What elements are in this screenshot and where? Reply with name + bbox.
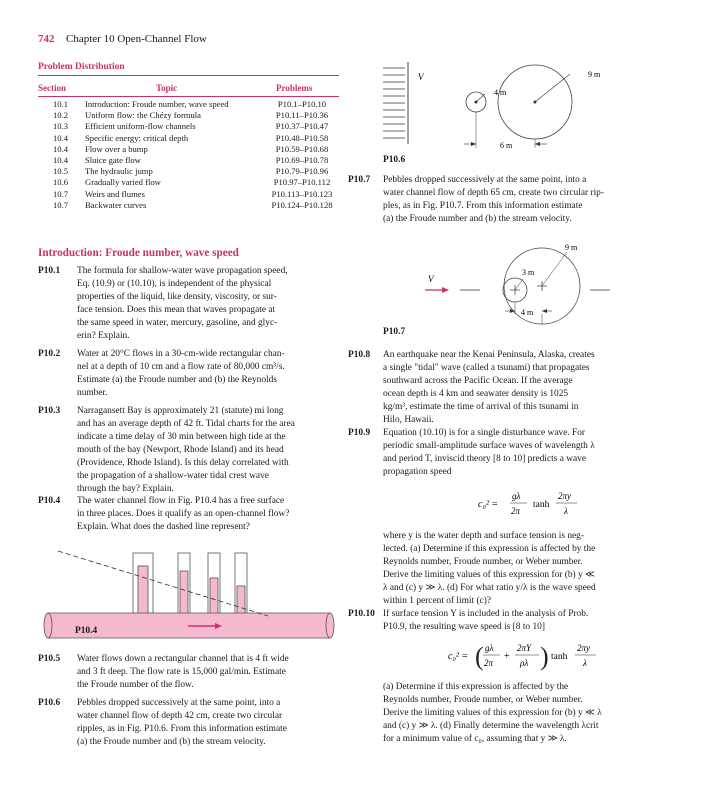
problem-text-line: Reynolds number, Froude number, or Weber number. bbox=[383, 695, 583, 705]
figure-p10-6 bbox=[375, 60, 615, 158]
col-header-problems: Problems bbox=[276, 83, 313, 93]
pipe-end-left bbox=[44, 613, 52, 638]
cell-problems: P10.11–P10.36 bbox=[275, 110, 329, 121]
tube-2-water bbox=[180, 571, 188, 616]
cell-section: 10.6 bbox=[52, 177, 69, 188]
problem-text-line: Derive the limiting values of this expression for (b) y ≪ bbox=[383, 570, 595, 580]
distribution-table bbox=[38, 99, 339, 211]
problem-text-line: the propagation of a shallow-water tidal crest wave bbox=[77, 471, 269, 481]
table-row bbox=[38, 166, 339, 177]
svg-text:): ) bbox=[540, 642, 549, 671]
cell-problems: P10.37–P10.47 bbox=[275, 121, 329, 132]
problem-text-line: Pebbles dropped successively at the same point, into a bbox=[77, 698, 281, 708]
fig106-v-label: V bbox=[418, 72, 424, 82]
problem-text-line: If surface tension Y is included in the analysis of Prob. bbox=[383, 609, 589, 619]
problem-text-line: Reynolds number, Froude number, or Weber number. bbox=[383, 557, 583, 567]
table-top-rule bbox=[38, 75, 339, 76]
problem-text-line: for a minimum value of c₀, assuming that y ≫ λ. bbox=[383, 734, 567, 744]
problem-text-line: kg/m³, estimate the time of arrival of this tsunami in bbox=[383, 402, 579, 412]
cell-section: 10.7 bbox=[52, 188, 69, 199]
problem-text-line: erin? Explain. bbox=[77, 331, 130, 341]
cell-problems: P10.97–P10.112 bbox=[273, 177, 331, 188]
cell-problems: P10.69–P10.78 bbox=[275, 155, 329, 166]
eq2-lhs: c₀² = bbox=[448, 651, 469, 662]
cell-problems: P10.113–P10.123 bbox=[271, 188, 333, 199]
problem-text-line: (Providence, Rhode Island). Is this delay correlated with bbox=[77, 458, 289, 468]
section-heading: Introduction: Froude number, wave speed bbox=[38, 247, 239, 259]
pipe-end-right bbox=[326, 613, 334, 638]
problem-text-line: the same speed in water, mercury, gasoline, and glyc- bbox=[77, 318, 278, 328]
problem-label: P10.2 bbox=[38, 349, 61, 359]
problem-label: P10.3 bbox=[38, 406, 61, 416]
problem-text-line: face tension. Does this mean that waves propagate at bbox=[77, 305, 276, 315]
running-header: Chapter 10 Open-Channel Flow bbox=[66, 33, 207, 45]
dashed-line bbox=[58, 551, 268, 616]
problem-text-line: Derive the limiting values of this expression for (b) y ≪ λ bbox=[383, 708, 602, 718]
eq2-d1: 2π bbox=[484, 658, 494, 668]
problem-label: P10.1 bbox=[38, 266, 61, 276]
problem-text-line: P10.9, the resulting wave speed is [8 to 10] bbox=[383, 622, 545, 632]
problem-text-line: Pebbles dropped successively at the same point, into a bbox=[383, 175, 587, 185]
problem-label: P10.5 bbox=[38, 654, 61, 664]
problem-label: P10.10 bbox=[348, 609, 375, 619]
problem-label: P10.7 bbox=[348, 175, 371, 185]
cell-section: 10.4 bbox=[52, 132, 69, 143]
problem-text-line: and period T, inviscid theory [8 to 10] predicts a wave bbox=[383, 454, 586, 464]
figure-p10-4-label: P10.4 bbox=[75, 626, 98, 636]
table-row bbox=[38, 189, 339, 200]
col-header-section: Section bbox=[38, 83, 66, 93]
tube-4-water bbox=[237, 586, 245, 616]
figure-p10-7 bbox=[425, 242, 630, 327]
problem-label: P10.9 bbox=[348, 428, 371, 438]
cell-topic: The hydraulic jump bbox=[85, 166, 153, 177]
col-header-topic: Topic bbox=[156, 83, 178, 93]
problem-text-line: in three places. Does it qualify as an open-channel flow? bbox=[77, 509, 290, 519]
problem-text-line: nel at a depth of 10 cm and a flow rate of 80,000 cm³/s. bbox=[77, 362, 285, 372]
eq2-n2: 2πY bbox=[517, 643, 532, 653]
problem-label: P10.6 bbox=[38, 698, 61, 708]
table-row bbox=[38, 155, 339, 166]
eq1-d1: 2π bbox=[511, 506, 521, 516]
cell-topic: Weirs and flumes bbox=[85, 188, 145, 199]
problem-text-line: An earthquake near the Kenai Peninsula, Alaska, creates bbox=[383, 350, 595, 360]
table-row bbox=[38, 200, 339, 211]
tube-3-water bbox=[210, 578, 218, 616]
cell-section: 10.7 bbox=[52, 199, 69, 210]
cell-section: 10.4 bbox=[52, 143, 69, 154]
eq1-lhs: c₀² = bbox=[478, 499, 499, 510]
problem-text-line: ples, as in Fig. P10.7. From this information estimate bbox=[383, 201, 583, 211]
figure-p10-7-label: P10.7 bbox=[383, 327, 406, 337]
cell-problems: P10.59–P10.68 bbox=[275, 143, 329, 154]
cell-problems: P10.48–P10.58 bbox=[275, 132, 329, 143]
eq1-fn: tanh bbox=[533, 500, 550, 510]
problem-text-line: a single "tidal" wave (called a tsunami) that propagates bbox=[383, 363, 590, 373]
problem-text-line: periodic small-amplitude surface waves of wavelength λ bbox=[383, 441, 595, 451]
cell-topic: Uniform flow: the Chézy formula bbox=[85, 110, 201, 121]
cell-section: 10.4 bbox=[52, 155, 69, 166]
problem-text-line: λ and (c) y ≫ λ. (d) For what ratio y/λ is the wave speed bbox=[383, 583, 596, 593]
problem-text-line: water channel flow of depth 65 cm, create two circular rip- bbox=[383, 188, 604, 198]
eq2-plus: + bbox=[504, 651, 510, 662]
problem-text-line: ripples, as in Fig. P10.6. From this information estimate bbox=[77, 724, 287, 734]
problem-text-line: water channel flow of depth 42 cm, create two circular bbox=[77, 711, 283, 721]
eq1-n1: gλ bbox=[512, 491, 521, 501]
distribution-title: Problem Distribution bbox=[38, 62, 125, 72]
eq1-n2: 2πy bbox=[558, 491, 572, 501]
problem-label: P10.4 bbox=[38, 496, 61, 506]
problem-text-line: Water at 20°C flows in a 30-cm-wide rectangular chan- bbox=[77, 349, 285, 359]
fig106-d1: 4 m bbox=[494, 88, 507, 97]
cell-problems: P10.124–P10.128 bbox=[271, 199, 333, 210]
fig107-v-label: V bbox=[428, 274, 434, 284]
problem-text-line: where y is the water depth and surface tension is neg- bbox=[383, 531, 584, 541]
equation-2 bbox=[448, 637, 608, 675]
cell-topic: Flow over a bump bbox=[85, 143, 148, 154]
eq2-fn: tanh bbox=[551, 652, 568, 662]
eq1-d2: λ bbox=[564, 506, 568, 516]
problem-text-line: Narragansett Bay is approximately 21 (statute) mi long bbox=[77, 406, 284, 416]
fig107-d3: 4 m bbox=[521, 308, 534, 317]
problem-text-line: Equation (10.10) is for a single disturbance wave. For bbox=[383, 428, 586, 438]
problem-text-line: (a) Determine if this expression is affected by the bbox=[383, 682, 569, 692]
table-row bbox=[38, 121, 339, 132]
cell-topic: Gradually varied flow bbox=[85, 177, 161, 188]
cell-topic: Sluice gate flow bbox=[85, 155, 141, 166]
cell-topic: Introduction: Froude number, wave speed bbox=[85, 99, 229, 109]
problem-text-line: lected. (a) Determine if this expression is affected by the bbox=[383, 544, 596, 554]
problem-text-line: and has an average depth of 42 ft. Tidal charts for the area bbox=[77, 419, 295, 429]
cell-topic: Backwater curves bbox=[85, 199, 147, 210]
problem-text-line: number. bbox=[77, 388, 108, 398]
cell-section: 10.2 bbox=[52, 110, 69, 121]
problem-text-line: and 3 ft deep. The flow rate is 15,000 gal/min. Estimate bbox=[77, 667, 286, 677]
eq2-n1: gλ bbox=[485, 643, 494, 653]
cell-topic: Efficient uniform-flow channels bbox=[85, 121, 196, 132]
eq2-d2: ρλ bbox=[520, 658, 529, 668]
cell-problems: P10.79–P10.96 bbox=[275, 166, 329, 177]
cell-section: 10.3 bbox=[52, 121, 69, 132]
figure-p10-6-label: P10.6 bbox=[383, 155, 406, 165]
problem-text-line: indicate a time delay of 30 min between high tide at the bbox=[77, 432, 286, 442]
problem-text-line: southward across the Pacific Ocean. If the average bbox=[383, 376, 573, 386]
table-row bbox=[38, 110, 339, 121]
problem-text-line: Eq. (10.9) or (10.10), is independent of the physical bbox=[77, 279, 272, 289]
problem-text-line: The formula for shallow-water wave propagation speed, bbox=[77, 266, 288, 276]
table-header-rule bbox=[38, 96, 339, 97]
problem-text-line: Hilo, Hawaii. bbox=[383, 415, 434, 425]
problem-label: P10.8 bbox=[348, 350, 371, 360]
cell-problems: P10.1–P10.10 bbox=[277, 99, 327, 109]
table-row bbox=[38, 133, 339, 144]
page-number: 742 bbox=[38, 33, 55, 45]
problem-text-line: mouth of the bay (Newport, Rhode Island) and its head bbox=[77, 445, 284, 455]
fig106-d2: 9 m bbox=[588, 70, 601, 79]
problem-text-line: and (c) y ≫ λ. (d) Finally determine the wavelength λcrit bbox=[383, 721, 599, 731]
problem-text-line: (a) the Froude number and (b) the stream velocity. bbox=[77, 737, 266, 747]
eq2-d3: λ bbox=[583, 658, 587, 668]
eq2-n3: 2πy bbox=[577, 643, 591, 653]
fig107-d2: 3 m bbox=[522, 268, 535, 277]
cell-topic: Specific energy: critical depth bbox=[85, 132, 189, 143]
problem-text-line: through the bay? Explain. bbox=[77, 484, 174, 494]
problem-text-line: properties of the liquid, like density, viscosity, or sur- bbox=[77, 292, 277, 302]
problem-text-line: the Froude number of the flow. bbox=[77, 680, 194, 690]
problem-text-line: Water flows down a rectangular channel that is 4 ft wide bbox=[77, 654, 289, 664]
table-row bbox=[38, 99, 339, 110]
cell-section: 10.5 bbox=[52, 166, 69, 177]
problem-text-line: within 1 percent of limit (c)? bbox=[383, 596, 492, 606]
problem-text-line: (a) the Froude number and (b) the stream velocity. bbox=[383, 214, 572, 224]
table-row bbox=[38, 177, 339, 188]
svg-text:(: ( bbox=[475, 642, 484, 671]
problem-text-line: The water channel flow in Fig. P10.4 has a free surface bbox=[77, 496, 285, 506]
cell-section: 10.1 bbox=[52, 99, 69, 109]
table-row bbox=[38, 144, 339, 155]
tube-1-water bbox=[138, 566, 148, 616]
fig107-d1: 9 m bbox=[565, 243, 578, 252]
problem-text-line: Estimate (a) the Froude number and (b) the Reynolds bbox=[77, 375, 277, 385]
problem-text-line: propagation speed bbox=[383, 467, 452, 477]
problem-text-line: Explain. What does the dashed line represent? bbox=[77, 522, 250, 532]
fig106-d3: 6 m bbox=[500, 141, 513, 150]
problem-text-line: ocean depth is 4 km and seawater density is 1025 bbox=[383, 389, 569, 399]
equation-1 bbox=[478, 487, 598, 521]
